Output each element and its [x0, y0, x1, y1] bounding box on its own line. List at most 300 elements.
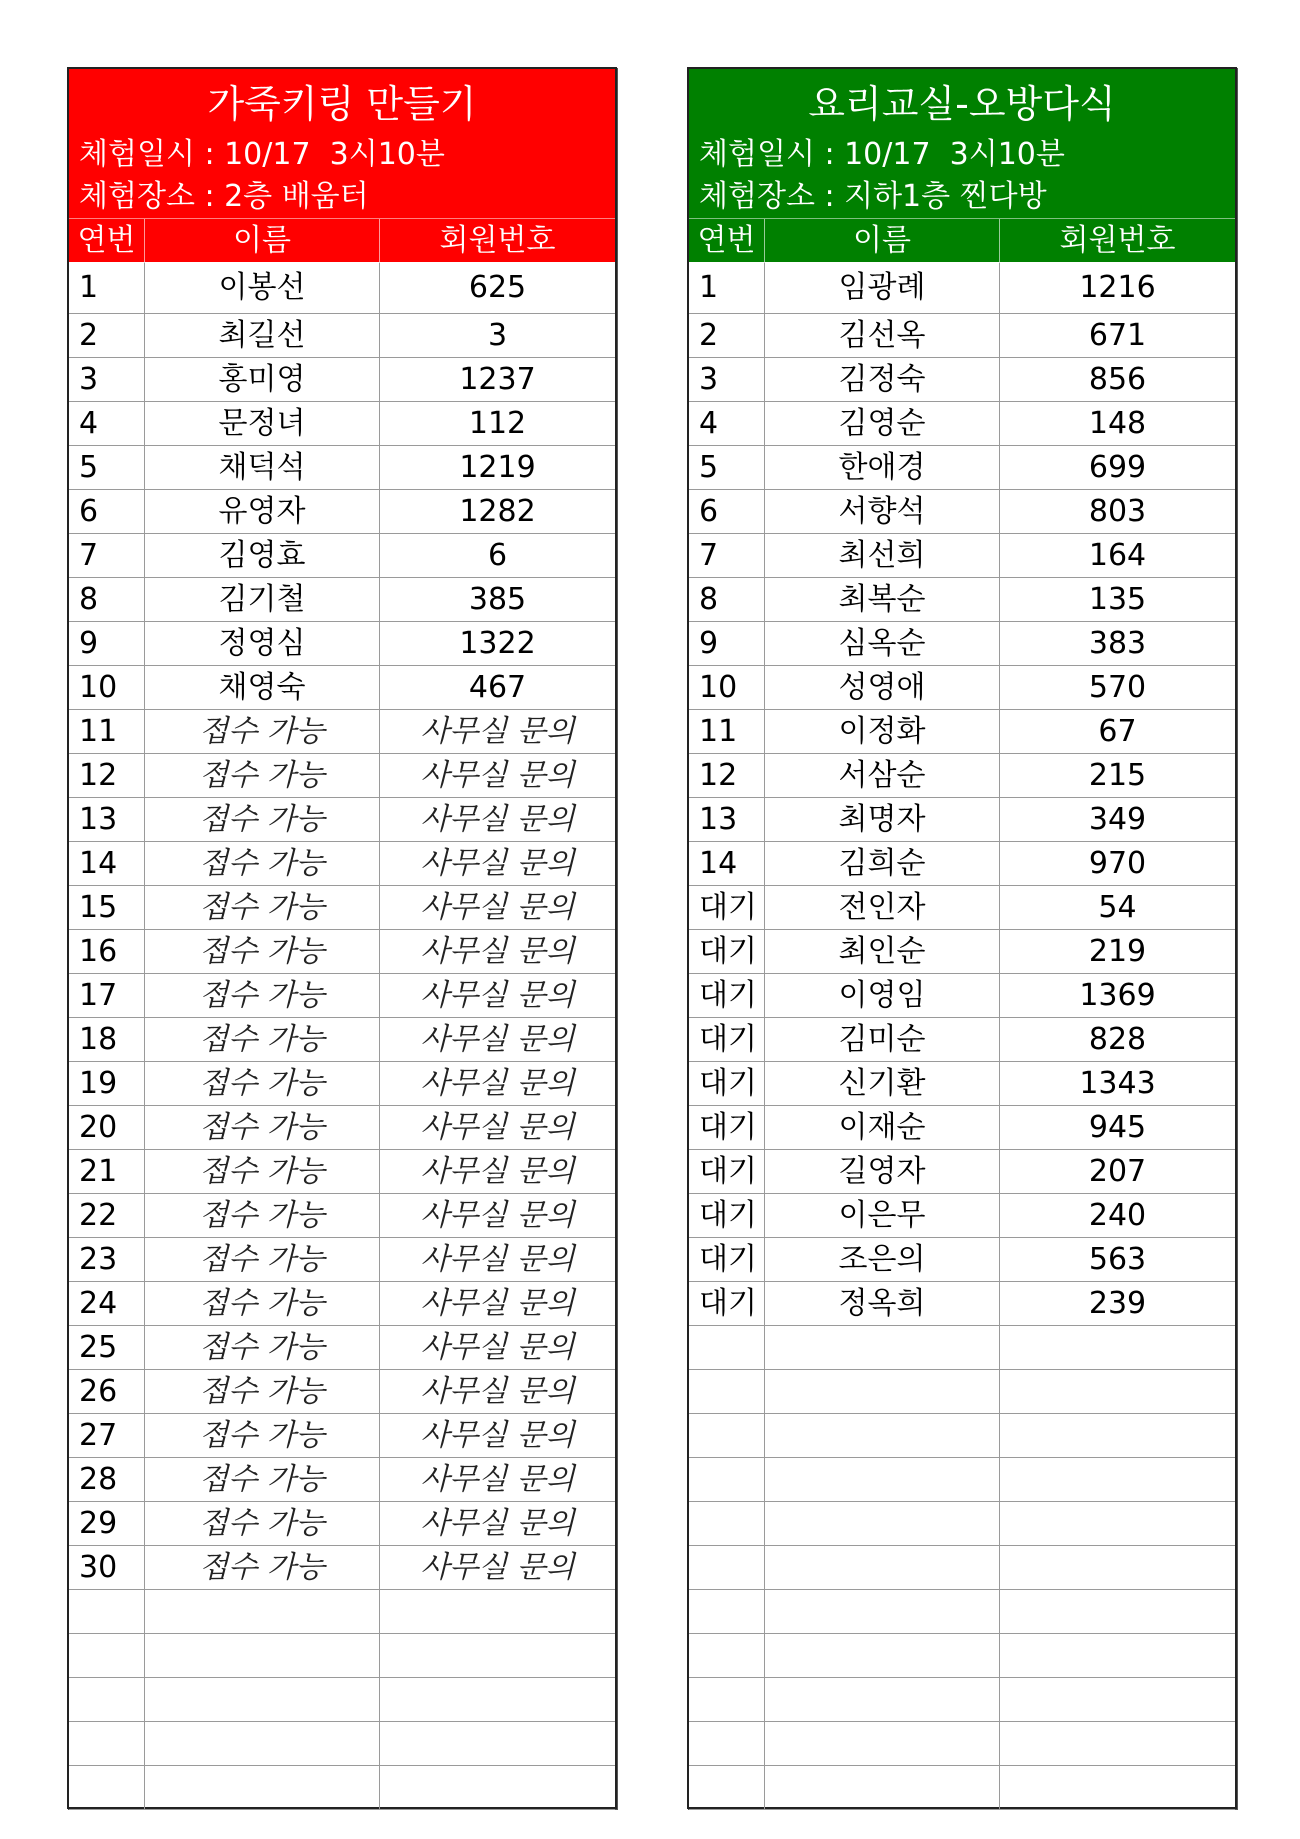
cell-number: 17 [69, 974, 145, 1017]
cell-name: 김기철 [145, 578, 380, 621]
cell-name: 정옥희 [765, 1282, 1000, 1325]
cell-number [689, 1766, 765, 1809]
table-row [69, 1546, 615, 1590]
table-row [69, 622, 615, 666]
cell-number: 23 [69, 1238, 145, 1281]
cell-number: 6 [69, 490, 145, 533]
cell-name: 접수 가능 [145, 1326, 380, 1369]
cell-member-id: 164 [1088, 538, 1147, 573]
table-row [689, 262, 1235, 314]
cell-member-id: 6 [487, 538, 508, 573]
cell-name: 최길선 [145, 314, 380, 357]
cell-name: 접수 가능 [145, 1018, 380, 1061]
table-row [689, 1634, 1235, 1678]
cell-number [69, 1590, 145, 1633]
cell-name: 유영자 [145, 490, 380, 533]
cell-number: 대기 [689, 886, 765, 929]
cell-number: 대기 [689, 974, 765, 1017]
table-row [689, 1722, 1235, 1766]
cell-number [689, 1722, 765, 1765]
table-row [69, 358, 615, 402]
cell-number [689, 1458, 765, 1501]
table-row [69, 1150, 615, 1194]
cell-name: 성영애 [765, 666, 1000, 709]
cell-member-id: 사무실 문의 [420, 1286, 575, 1321]
table-row [689, 1458, 1235, 1502]
cell-number [689, 1678, 765, 1721]
column-header-number: 연번 [69, 219, 145, 263]
cell-name: 채영숙 [145, 666, 380, 709]
cell-member-id: 사무실 문의 [420, 758, 575, 793]
cell-name: 접수 가능 [145, 1062, 380, 1105]
cell-name: 접수 가능 [145, 1458, 380, 1501]
cell-name: 이영임 [765, 974, 1000, 1017]
cell-number [69, 1766, 145, 1809]
right-place-line: 체험장소 : 지하1층 찐다방 [699, 179, 1047, 214]
cell-name [765, 1634, 1000, 1677]
left-column-headers [69, 218, 615, 263]
left-table-body [69, 262, 615, 1810]
cell-number [689, 1590, 765, 1633]
cell-member-id [1000, 1502, 1235, 1545]
table-row [69, 262, 615, 314]
cell-member-id: 828 [1088, 1022, 1147, 1057]
cell-number: 29 [69, 1502, 145, 1545]
cell-member-id [380, 1678, 615, 1721]
cell-name: 최선희 [765, 534, 1000, 577]
cell-member-id: 148 [1088, 406, 1147, 441]
cell-number: 2 [69, 314, 145, 357]
cell-number: 27 [69, 1414, 145, 1457]
cell-name: 길영자 [765, 1150, 1000, 1193]
cell-name: 김영효 [145, 534, 380, 577]
cell-name [765, 1326, 1000, 1369]
right-date-line: 체험일시 : 10/17 3시10분 [699, 137, 1065, 172]
cell-member-id [1000, 1634, 1235, 1677]
cell-member-id [1000, 1722, 1235, 1765]
cell-name [145, 1634, 380, 1677]
cell-member-id: 467 [468, 670, 527, 705]
table-row [69, 886, 615, 930]
cell-name: 접수 가능 [145, 1194, 380, 1237]
table-row [689, 1150, 1235, 1194]
table-row [689, 1678, 1235, 1722]
cell-name: 김미순 [765, 1018, 1000, 1061]
cell-member-id: 사무실 문의 [420, 978, 575, 1013]
table-row [689, 710, 1235, 754]
left-roster-panel [67, 67, 617, 1809]
cell-member-id: 사무실 문의 [420, 1418, 575, 1453]
cell-name: 접수 가능 [145, 1238, 380, 1281]
table-row [689, 1370, 1235, 1414]
table-row [69, 1634, 615, 1678]
cell-name: 김선옥 [765, 314, 1000, 357]
right-roster-panel [687, 67, 1237, 1809]
cell-number: 13 [689, 798, 765, 841]
cell-name [765, 1590, 1000, 1633]
table-row [689, 1414, 1235, 1458]
cell-number: 14 [69, 842, 145, 885]
cell-member-id: 385 [468, 582, 527, 617]
cell-name [765, 1458, 1000, 1501]
cell-member-id: 1282 [459, 494, 536, 529]
cell-name: 최복순 [765, 578, 1000, 621]
cell-number: 11 [689, 710, 765, 753]
cell-name: 최명자 [765, 798, 1000, 841]
table-row [69, 1018, 615, 1062]
cell-name [145, 1766, 380, 1809]
cell-member-id: 54 [1098, 890, 1137, 925]
cell-name: 서삼순 [765, 754, 1000, 797]
cell-number: 대기 [689, 1194, 765, 1237]
cell-name: 이봉선 [145, 262, 380, 313]
cell-number: 8 [689, 578, 765, 621]
cell-name [765, 1502, 1000, 1545]
cell-number: 대기 [689, 1018, 765, 1061]
right-title: 요리교실-오방다식 [808, 82, 1116, 126]
cell-member-id [380, 1590, 615, 1633]
table-row [689, 798, 1235, 842]
table-row [689, 974, 1235, 1018]
cell-member-id: 135 [1088, 582, 1147, 617]
table-row [689, 666, 1235, 710]
table-row [69, 710, 615, 754]
cell-member-id: 사무실 문의 [420, 714, 575, 749]
cell-name [765, 1678, 1000, 1721]
cell-name [145, 1722, 380, 1765]
cell-name: 김정숙 [765, 358, 1000, 401]
cell-name [145, 1590, 380, 1633]
table-row [69, 1766, 615, 1810]
cell-name: 접수 가능 [145, 974, 380, 1017]
cell-member-id: 사무실 문의 [420, 1374, 575, 1409]
table-row [689, 534, 1235, 578]
table-row [689, 490, 1235, 534]
cell-member-id: 349 [1088, 802, 1147, 837]
cell-name: 접수 가능 [145, 1502, 380, 1545]
table-row [69, 1370, 615, 1414]
cell-member-id: 207 [1088, 1154, 1147, 1189]
cell-member-id [380, 1722, 615, 1765]
cell-member-id: 사무실 문의 [420, 846, 575, 881]
table-row [69, 1326, 615, 1370]
cell-number: 28 [69, 1458, 145, 1501]
cell-name: 신기환 [765, 1062, 1000, 1105]
cell-name: 접수 가능 [145, 886, 380, 929]
table-row [69, 842, 615, 886]
cell-number: 12 [689, 754, 765, 797]
table-row [69, 1458, 615, 1502]
table-row [69, 1502, 615, 1546]
cell-number: 24 [69, 1282, 145, 1325]
cell-number: 1 [689, 262, 765, 313]
cell-name: 접수 가능 [145, 1414, 380, 1457]
cell-number: 대기 [689, 1150, 765, 1193]
left-header [69, 69, 615, 262]
cell-name: 한애경 [765, 446, 1000, 489]
cell-member-id: 사무실 문의 [420, 1330, 575, 1365]
table-row [69, 974, 615, 1018]
right-column-headers [689, 218, 1235, 263]
cell-name: 접수 가능 [145, 754, 380, 797]
column-header-name: 이름 [145, 219, 380, 263]
cell-number: 13 [69, 798, 145, 841]
table-row [69, 1414, 615, 1458]
cell-name: 홍미영 [145, 358, 380, 401]
cell-member-id: 사무실 문의 [420, 1198, 575, 1233]
cell-name: 조은의 [765, 1238, 1000, 1281]
cell-number: 30 [69, 1546, 145, 1589]
cell-number: 12 [69, 754, 145, 797]
table-row [69, 1106, 615, 1150]
cell-name: 접수 가능 [145, 1282, 380, 1325]
table-row [689, 842, 1235, 886]
cell-member-id: 1219 [459, 450, 536, 485]
cell-name [145, 1678, 380, 1721]
cell-name: 김영순 [765, 402, 1000, 445]
table-row [689, 1590, 1235, 1634]
cell-name [765, 1414, 1000, 1457]
cell-member-id: 67 [1098, 714, 1137, 749]
table-row [69, 446, 615, 490]
cell-number [689, 1326, 765, 1369]
cell-member-id: 사무실 문의 [420, 1022, 575, 1057]
cell-member-id: 112 [468, 406, 527, 441]
table-row [69, 1238, 615, 1282]
table-row [69, 754, 615, 798]
cell-member-id: 1369 [1079, 978, 1156, 1013]
table-row [689, 1502, 1235, 1546]
right-header [689, 69, 1235, 262]
cell-number: 대기 [689, 1062, 765, 1105]
cell-number: 8 [69, 578, 145, 621]
cell-name: 이은무 [765, 1194, 1000, 1237]
cell-number: 20 [69, 1106, 145, 1149]
cell-number [689, 1634, 765, 1677]
cell-number: 4 [689, 402, 765, 445]
cell-number [69, 1634, 145, 1677]
cell-member-id [1000, 1590, 1235, 1633]
table-row [69, 1062, 615, 1106]
cell-member-id: 570 [1088, 670, 1147, 705]
cell-name: 임광례 [765, 262, 1000, 313]
table-row [69, 534, 615, 578]
cell-name: 이재순 [765, 1106, 1000, 1149]
cell-member-id: 1322 [459, 626, 536, 661]
cell-number: 9 [69, 622, 145, 665]
table-row [689, 1238, 1235, 1282]
cell-number: 14 [689, 842, 765, 885]
table-row [689, 578, 1235, 622]
table-row [689, 446, 1235, 490]
cell-name: 문정녀 [145, 402, 380, 445]
cell-number: 26 [69, 1370, 145, 1413]
cell-member-id [380, 1766, 615, 1809]
table-row [689, 1766, 1235, 1810]
cell-number [689, 1370, 765, 1413]
cell-name: 접수 가능 [145, 798, 380, 841]
table-row [69, 930, 615, 974]
table-row [689, 754, 1235, 798]
cell-number: 22 [69, 1194, 145, 1237]
table-row [69, 666, 615, 710]
cell-member-id: 945 [1088, 1110, 1147, 1145]
cell-number [69, 1722, 145, 1765]
cell-number: 15 [69, 886, 145, 929]
cell-member-id [1000, 1766, 1235, 1809]
cell-number: 5 [69, 446, 145, 489]
cell-number [689, 1414, 765, 1457]
table-row [689, 886, 1235, 930]
table-row [689, 1106, 1235, 1150]
cell-member-id [1000, 1458, 1235, 1501]
table-row [69, 1282, 615, 1326]
table-row [689, 930, 1235, 974]
cell-number: 25 [69, 1326, 145, 1369]
cell-number [689, 1502, 765, 1545]
table-row [689, 1282, 1235, 1326]
cell-member-id: 1237 [459, 362, 536, 397]
cell-number: 대기 [689, 1282, 765, 1325]
table-row [689, 1194, 1235, 1238]
cell-member-id: 사무실 문의 [420, 934, 575, 969]
cell-number: 대기 [689, 930, 765, 973]
cell-member-id: 215 [1088, 758, 1147, 793]
cell-member-id: 970 [1088, 846, 1147, 881]
cell-name [765, 1722, 1000, 1765]
cell-member-id: 803 [1088, 494, 1147, 529]
cell-number: 5 [689, 446, 765, 489]
table-row [689, 358, 1235, 402]
left-title: 가죽키링 만들기 [207, 82, 477, 126]
cell-number: 3 [69, 358, 145, 401]
cell-name: 이정화 [765, 710, 1000, 753]
table-row [689, 1018, 1235, 1062]
cell-name: 접수 가능 [145, 1150, 380, 1193]
cell-number: 7 [69, 534, 145, 577]
cell-member-id: 사무실 문의 [420, 1242, 575, 1277]
column-header-name: 이름 [765, 219, 1000, 263]
right-table-body [689, 262, 1235, 1810]
cell-name: 김희순 [765, 842, 1000, 885]
cell-number: 10 [689, 666, 765, 709]
cell-name: 접수 가능 [145, 1106, 380, 1149]
cell-member-id: 3 [487, 318, 508, 353]
cell-number: 11 [69, 710, 145, 753]
cell-number: 19 [69, 1062, 145, 1105]
table-row [69, 314, 615, 358]
table-row [69, 1194, 615, 1238]
cell-member-id: 625 [468, 270, 527, 305]
cell-member-id: 1343 [1079, 1066, 1156, 1101]
cell-name: 최인순 [765, 930, 1000, 973]
cell-number: 4 [69, 402, 145, 445]
table-row [689, 1546, 1235, 1590]
cell-member-id: 1216 [1079, 270, 1156, 305]
left-place-line: 체험장소 : 2층 배움터 [79, 179, 369, 214]
cell-name: 접수 가능 [145, 710, 380, 753]
cell-name: 심옥순 [765, 622, 1000, 665]
cell-member-id [1000, 1370, 1235, 1413]
table-row [69, 490, 615, 534]
cell-number: 6 [689, 490, 765, 533]
cell-member-id: 239 [1088, 1286, 1147, 1321]
cell-member-id: 856 [1088, 362, 1147, 397]
cell-member-id [1000, 1678, 1235, 1721]
column-header-number: 연번 [689, 219, 765, 263]
cell-member-id: 사무실 문의 [420, 1550, 575, 1585]
cell-number: 대기 [689, 1238, 765, 1281]
cell-number [69, 1678, 145, 1721]
cell-member-id: 383 [1088, 626, 1147, 661]
cell-member-id: 240 [1088, 1198, 1147, 1233]
table-row [69, 1678, 615, 1722]
cell-name: 채덕석 [145, 446, 380, 489]
cell-name: 정영심 [145, 622, 380, 665]
table-row [69, 798, 615, 842]
left-date-line: 체험일시 : 10/17 3시10분 [79, 137, 445, 172]
cell-member-id [1000, 1546, 1235, 1589]
cell-number: 대기 [689, 1106, 765, 1149]
cell-name: 전인자 [765, 886, 1000, 929]
cell-number: 7 [689, 534, 765, 577]
cell-member-id [1000, 1414, 1235, 1457]
cell-number: 10 [69, 666, 145, 709]
cell-member-id: 사무실 문의 [420, 1506, 575, 1541]
cell-member-id: 671 [1088, 318, 1147, 353]
cell-member-id: 사무실 문의 [420, 1110, 575, 1145]
cell-name [765, 1546, 1000, 1589]
table-row [689, 1326, 1235, 1370]
cell-member-id: 563 [1088, 1242, 1147, 1277]
cell-number: 21 [69, 1150, 145, 1193]
cell-name: 접수 가능 [145, 930, 380, 973]
cell-member-id [1000, 1326, 1235, 1369]
table-row [69, 402, 615, 446]
table-row [689, 402, 1235, 446]
cell-number: 2 [689, 314, 765, 357]
cell-member-id: 219 [1088, 934, 1147, 969]
cell-number: 16 [69, 930, 145, 973]
cell-number [689, 1546, 765, 1589]
cell-number: 1 [69, 262, 145, 313]
cell-number: 18 [69, 1018, 145, 1061]
cell-member-id: 사무실 문의 [420, 1154, 575, 1189]
cell-member-id: 사무실 문의 [420, 802, 575, 837]
table-row [689, 1062, 1235, 1106]
cell-number: 3 [689, 358, 765, 401]
cell-member-id: 699 [1088, 450, 1147, 485]
cell-name: 접수 가능 [145, 1370, 380, 1413]
cell-member-id: 사무실 문의 [420, 1066, 575, 1101]
cell-member-id: 사무실 문의 [420, 1462, 575, 1497]
cell-member-id: 사무실 문의 [420, 890, 575, 925]
table-row [69, 1722, 615, 1766]
column-header-member-id: 회원번호 [1059, 223, 1176, 258]
cell-name [765, 1370, 1000, 1413]
cell-member-id [380, 1634, 615, 1677]
cell-name: 접수 가능 [145, 1546, 380, 1589]
table-row [69, 1590, 615, 1634]
cell-number: 9 [689, 622, 765, 665]
cell-name [765, 1766, 1000, 1809]
column-header-member-id: 회원번호 [439, 223, 556, 258]
table-row [69, 578, 615, 622]
cell-name: 접수 가능 [145, 842, 380, 885]
cell-name: 서향석 [765, 490, 1000, 533]
table-row [689, 622, 1235, 666]
table-row [689, 314, 1235, 358]
